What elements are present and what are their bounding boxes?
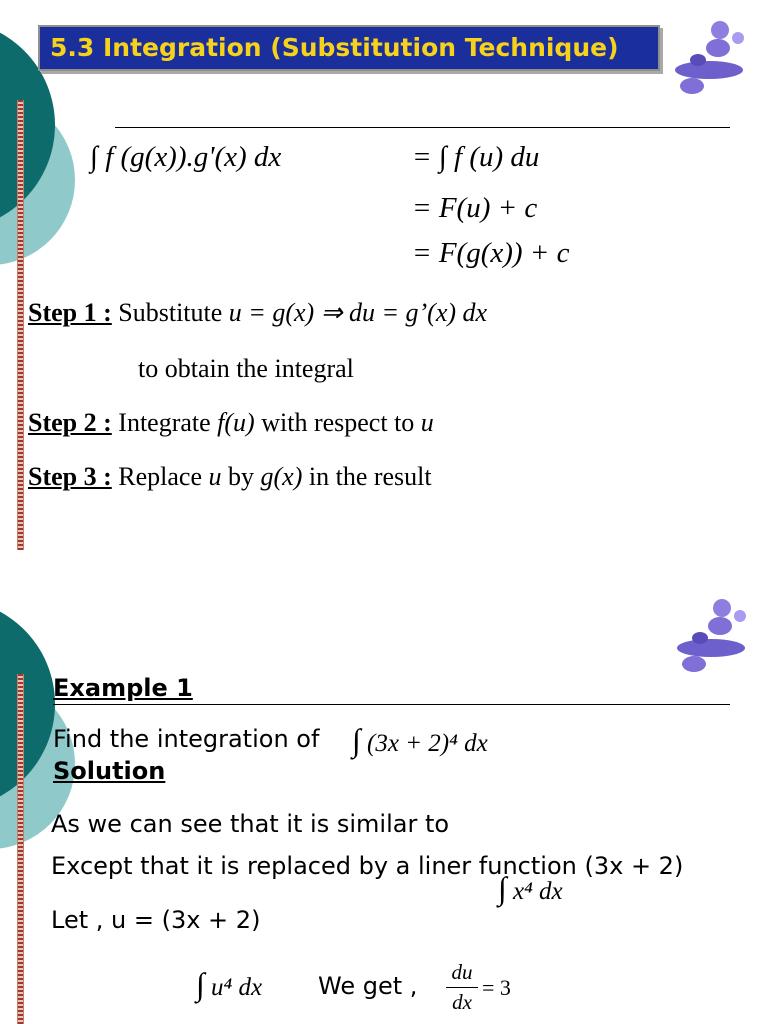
let-substitution: Let , u = (3x + 2) [51,906,261,934]
step-1-continuation: to obtain the integral [138,354,354,383]
question-text: Find the integration of [53,725,320,753]
step-1-math: u = g(x) ⇒ du = g’(x) dx [228,298,488,327]
slide-2 [0,584,768,1024]
fraction-bar [446,987,478,988]
step-3: Step 3 : Replace u by g(x) in the result [28,462,432,491]
slide-title-bar [38,25,660,71]
solution-label: Solution [53,757,166,785]
step-3-label: Step 3 : [28,462,112,491]
people-icon [668,18,750,98]
chain-border [17,100,24,550]
derivative-rhs: = 3 [482,975,511,1000]
people-icon [670,596,752,676]
substituted-integral: ∫ u⁴ dx [196,966,263,1002]
divider-line [115,127,730,128]
step-2-label: Step 2 : [28,408,112,437]
explanation-line-2: Except that it is replaced by a liner function (3x + 2) [51,852,684,880]
step-2: Step 2 : Integrate f(u) with respect to u [28,408,434,437]
step-1-text: Substitute [118,298,229,327]
similar-integral: ∫ x⁴ dx [498,870,563,906]
we-get-text: We get , [318,972,418,1000]
chain-border [17,674,24,1024]
explanation-line-1: As we can see that it is similar to [51,810,450,838]
derivative-denominator: dx [452,990,472,1014]
heading-underline [53,704,730,705]
formula-line-1-right: = ∫ f (u) du [412,141,540,173]
slide-title: 5.3 Integration (Substitution Technique) [50,33,619,62]
formula-line-1-left: ∫ f (g(x)).g'(x) dx [90,141,282,173]
derivative-numerator: du [451,960,473,984]
formula-line-2: = F(u) + c [412,192,538,224]
step-1-label: Step 1 : [28,298,112,327]
formula-line-3: = F(g(x)) + c [412,237,570,269]
example-heading: Example 1 [53,674,193,702]
question-integral: ∫ (3x + 2)⁴ dx [352,722,488,758]
step-1 [28,298,487,328]
